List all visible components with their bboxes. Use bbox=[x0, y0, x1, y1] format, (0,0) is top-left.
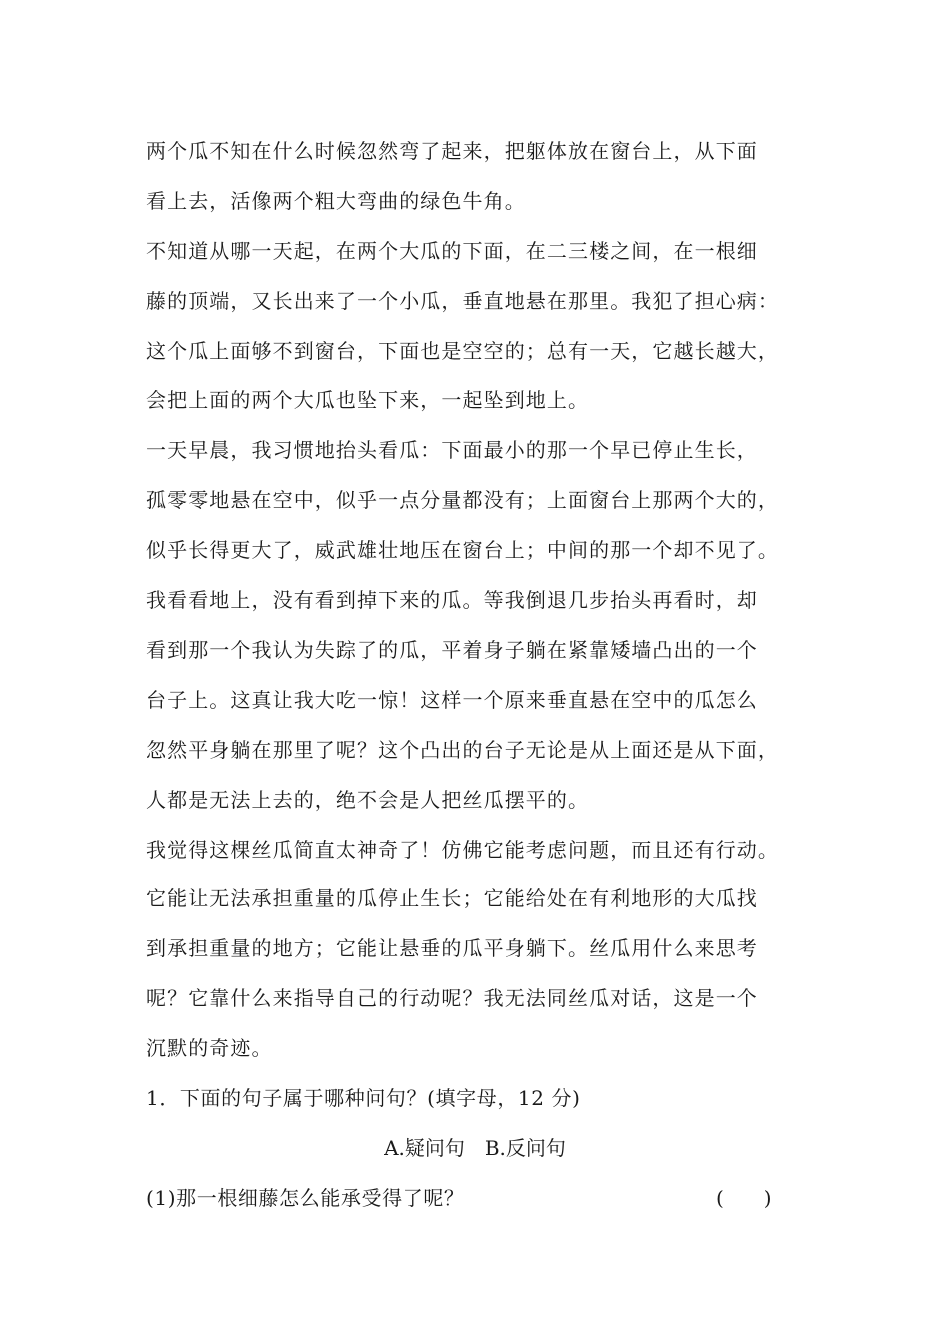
passage-line: 不知道从哪一天起，在两个大瓜的下面，在二三楼之间，在一根细 bbox=[146, 239, 758, 263]
question-item-text: (1)那一根细藤怎么能承受得了呢？ bbox=[146, 1186, 465, 1210]
passage-line: 这个瓜上面够不到窗台，下面也是空空的；总有一天，它越长越大， bbox=[146, 339, 779, 363]
passage-line: 人都是无法上去的，绝不会是人把丝瓜摆平的。 bbox=[146, 788, 590, 812]
question-title: 1．下面的句子属于哪种问句？(填字母，12 分) bbox=[146, 1086, 581, 1110]
passage-line: 沉默的奇迹。 bbox=[146, 1036, 273, 1060]
passage-line: 一天早晨，我习惯地抬头看瓜：下面最小的那一个早已停止生长， bbox=[146, 438, 758, 462]
passage-line: 看到那一个我认为失踪了的瓜，平着身子躺在紧靠矮墙凸出的一个 bbox=[146, 638, 758, 662]
passage-line: 似乎长得更大了，威武雄壮地压在窗台上；中间的那一个却不见了。 bbox=[146, 538, 779, 562]
answer-blank[interactable]: ( ) bbox=[716, 1186, 772, 1210]
passage-line: 我看看地上，没有看到掉下来的瓜。等我倒退几步抬头再看时，却 bbox=[146, 588, 758, 612]
passage-line: 看上去，活像两个粗大弯曲的绿色牛角。 bbox=[146, 189, 526, 213]
passage-line: 台子上。这真让我大吃一惊！这样一个原来垂直悬在空中的瓜怎么 bbox=[146, 688, 758, 712]
passage-line: 藤的顶端，又长出来了一个小瓜，垂直地悬在那里。我犯了担心病： bbox=[146, 289, 779, 313]
passage-line: 我觉得这棵丝瓜简直太神奇了！仿佛它能考虑问题，而且还有行动。 bbox=[146, 838, 779, 862]
passage-line: 两个瓜不知在什么时候忽然弯了起来，把躯体放在窗台上，从下面 bbox=[146, 139, 758, 163]
passage-line: 忽然平身躺在那里了呢？这个凸出的台子无论是从上面还是从下面， bbox=[146, 738, 779, 762]
passage-line: 呢？它靠什么来指导自己的行动呢？我无法同丝瓜对话，这是一个 bbox=[146, 986, 758, 1010]
passage-line: 会把上面的两个大瓜也坠下来，一起坠到地上。 bbox=[146, 388, 590, 412]
passage-line: 它能让无法承担重量的瓜停止生长；它能给处在有利地形的大瓜找 bbox=[146, 886, 758, 910]
passage-line: 到承担重量的地方；它能让悬垂的瓜平身躺下。丝瓜用什么来思考 bbox=[146, 936, 758, 960]
passage-line: 孤零零地悬在空中，似乎一点分量都没有；上面窗台上那两个大的， bbox=[146, 488, 779, 512]
answer-options: A.疑问句 B.反问句 bbox=[384, 1136, 566, 1160]
